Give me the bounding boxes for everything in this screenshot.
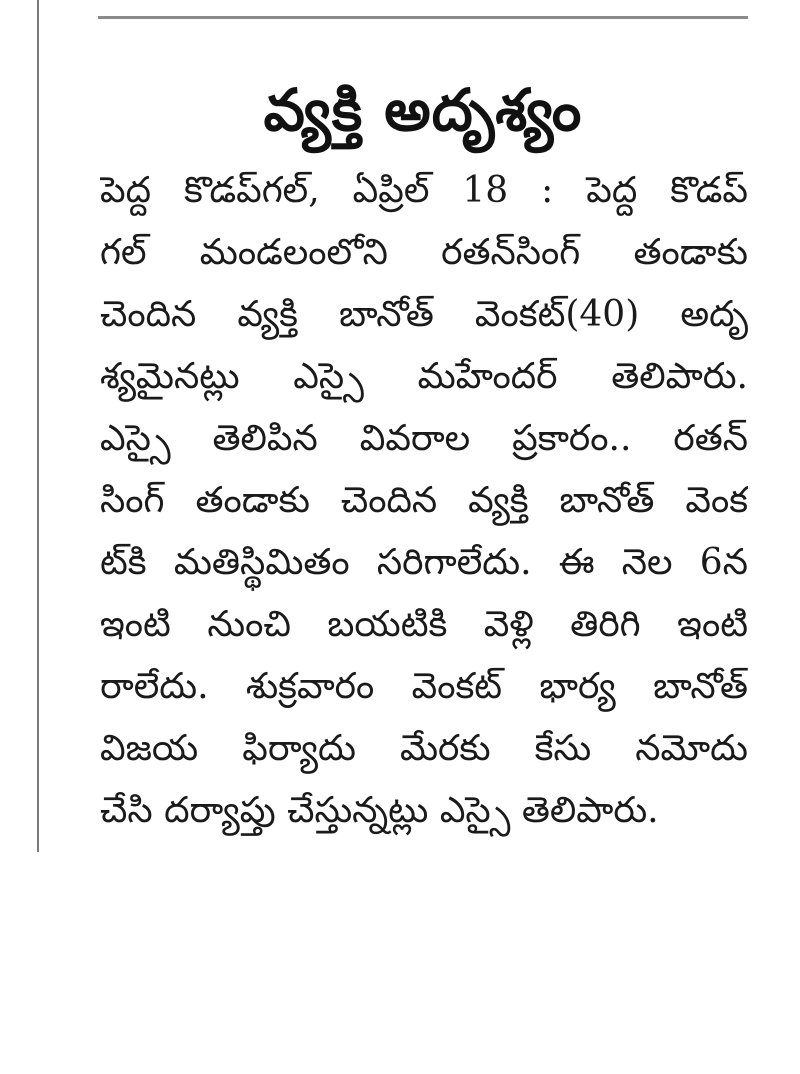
article-line: ఇంటి నుంచి బయటికి వెళ్లి తిరిగి ఇంటి [100, 604, 748, 645]
article-line: శ్యమైనట్లు ఎస్సై మహేందర్ తెలిపారు. [100, 356, 748, 397]
article-line: గల్ మండలంలోని రతన్‌సింగ్ తండాకు [100, 232, 748, 273]
column-divider-rule [37, 0, 39, 852]
article-headline: వ్యక్తి అదృశ్యం [263, 76, 583, 144]
article-body [100, 160, 748, 842]
article-line: చేసి దర్యాప్తు చేస్తున్నట్లు ఎస్సై తెలిపారు. [100, 790, 659, 831]
top-divider-rule [98, 16, 748, 19]
article-line: రాలేదు. శుక్రవారం వెంకట్ భార్య బానోత్ [100, 666, 748, 707]
article-line: ఎస్సై తెలిపిన వివరాల ప్రకారం.. రతన్ [100, 418, 748, 459]
article-line: విజయ ఫిర్యాదు మేరకు కేసు నమోదు [100, 728, 748, 769]
article-line: ట్‌కి మతిస్థిమితం సరిగాలేదు. ఈ నెల 6న [100, 542, 748, 583]
article-line: సింగ్ తండాకు చెందిన వ్యక్తి బానోత్ వెంక [100, 480, 748, 521]
article-line: పెద్ద కొడప్‌గల్, ఏప్రిల్ 18 : పెద్ద కొడప్ [100, 170, 748, 211]
article-line: చెందిన వ్యక్తి బానోత్ వెంకట్(40) అదృ [100, 294, 748, 335]
